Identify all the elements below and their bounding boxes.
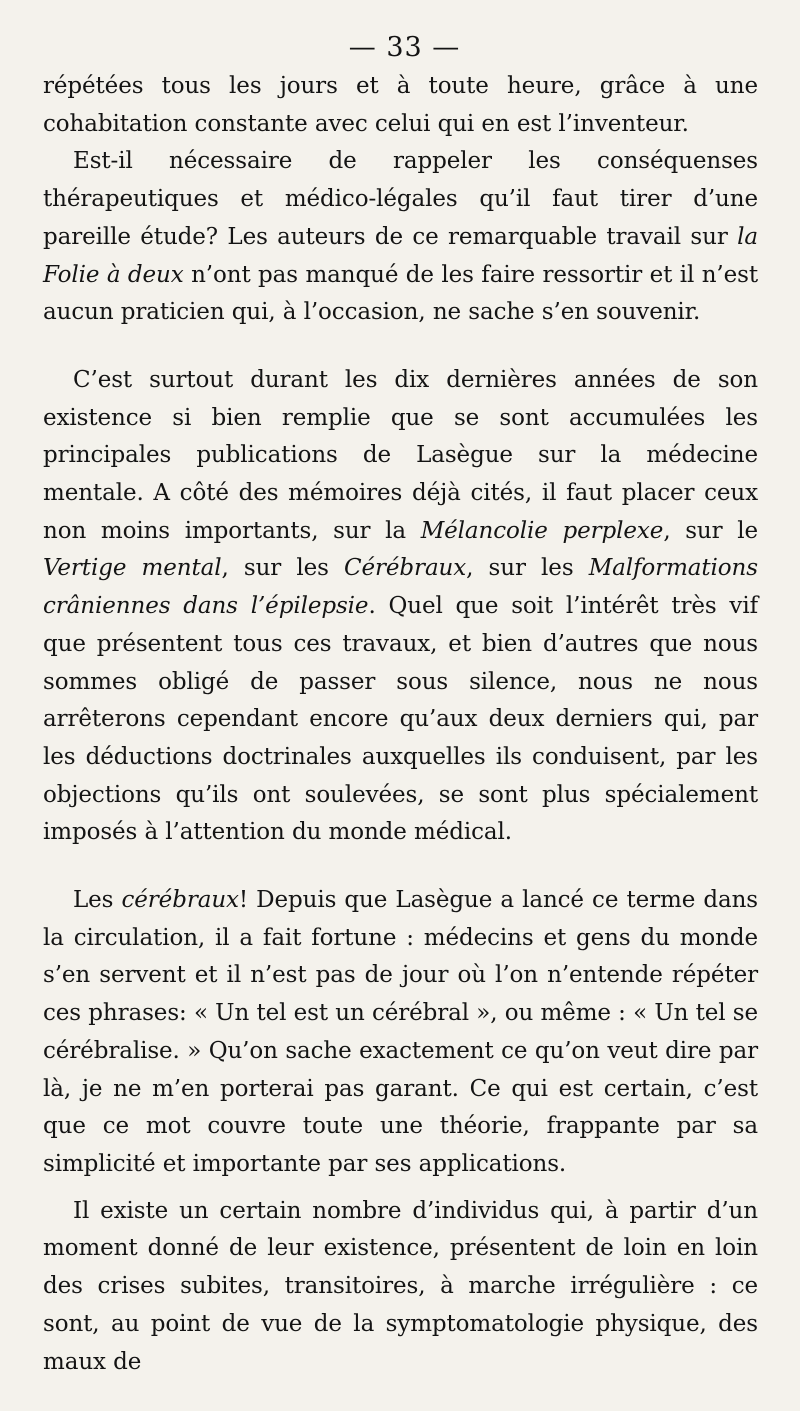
paragraph-5: [43, 1193, 758, 1382]
italic-text: cérébraux: [121, 887, 239, 914]
italic-text: la Folie à deux: [43, 223, 758, 288]
body-text: Est-il nécessaire de rappeler les conséquenses thérapeutiques et médico-légales qu’il faut tirer d’une pareille étude? Les auteurs de ce remarquable travail sur: [43, 148, 758, 250]
body-text: , sur les: [221, 555, 345, 582]
paragraph-1: [43, 68, 758, 143]
body-text: Les: [73, 887, 122, 914]
paragraph-3: [43, 362, 758, 852]
body-text: , sur le: [663, 517, 758, 544]
body-text: C’est surtout durant les dix dernières années de son existence si bien remplie que se sont accumulées les principales publications de Lasègue sur la médecine mentale. A côté des mémoires déjà cités, il faut placer ceux non moins importants, sur la: [43, 366, 758, 544]
body-text: n’ont pas manqué de les faire ressortir et il n’est aucun praticien qui, à l’occasion, ne sache s’en souvenir.: [43, 261, 759, 326]
body-text: Il existe un certain nombre d’individus qui, à partir d’un moment donné de leur existence, présentent de loin en loin des crises subites, transitoires, à marche irrégulière : ce sont, au point de vue de la symptomatologie physique, des maux de: [43, 1197, 758, 1375]
page-number: — 33 —: [348, 32, 461, 63]
paragraph-4: [43, 882, 758, 1184]
italic-text: Vertige mental: [43, 555, 222, 582]
italic-text: Mélancolie perplexe: [420, 517, 664, 544]
paragraph-2: [43, 143, 758, 332]
italic-text: Cérébraux: [344, 555, 467, 582]
body-text: répétées tous les jours et à toute heure, grâce à une cohabitation constante avec celui qui en est l’inventeur.: [43, 73, 758, 137]
body-text: . Quel que soit l’intérêt très vif que présentent tous ces travaux, et bien d’autres que nous sommes obligé de passer sous silence, nous ne nous arrêterons cependant encore qu’aux deux derniers qui, par les déductions doctrinales auxquelles ils conduisent, par les objections qu’ils ont soulevées, se sont plus spécialement imposés à l’attention du monde médical.: [43, 593, 758, 846]
body-text: ! Depuis que Lasègue a lancé ce terme dans la circulation, il a fait fortune : médecins et gens du monde s’en servent et il n’est pas de jour où l’on n’entende répéter ces phrases: « Un tel est un cérébral », ou même : « Un tel se cérébralise. » Qu’on sache exactement ce qu’on veut dire par là, je ne m’en porterai pas garant. Ce qui est certain, c’est que ce mot couvre toute une théorie, frappante par sa simplicité et importante par ses applications.: [43, 887, 758, 1177]
body-text: , sur les: [466, 555, 589, 582]
italic-text: Malformations crâniennes dans l’épilepsie: [43, 555, 758, 620]
